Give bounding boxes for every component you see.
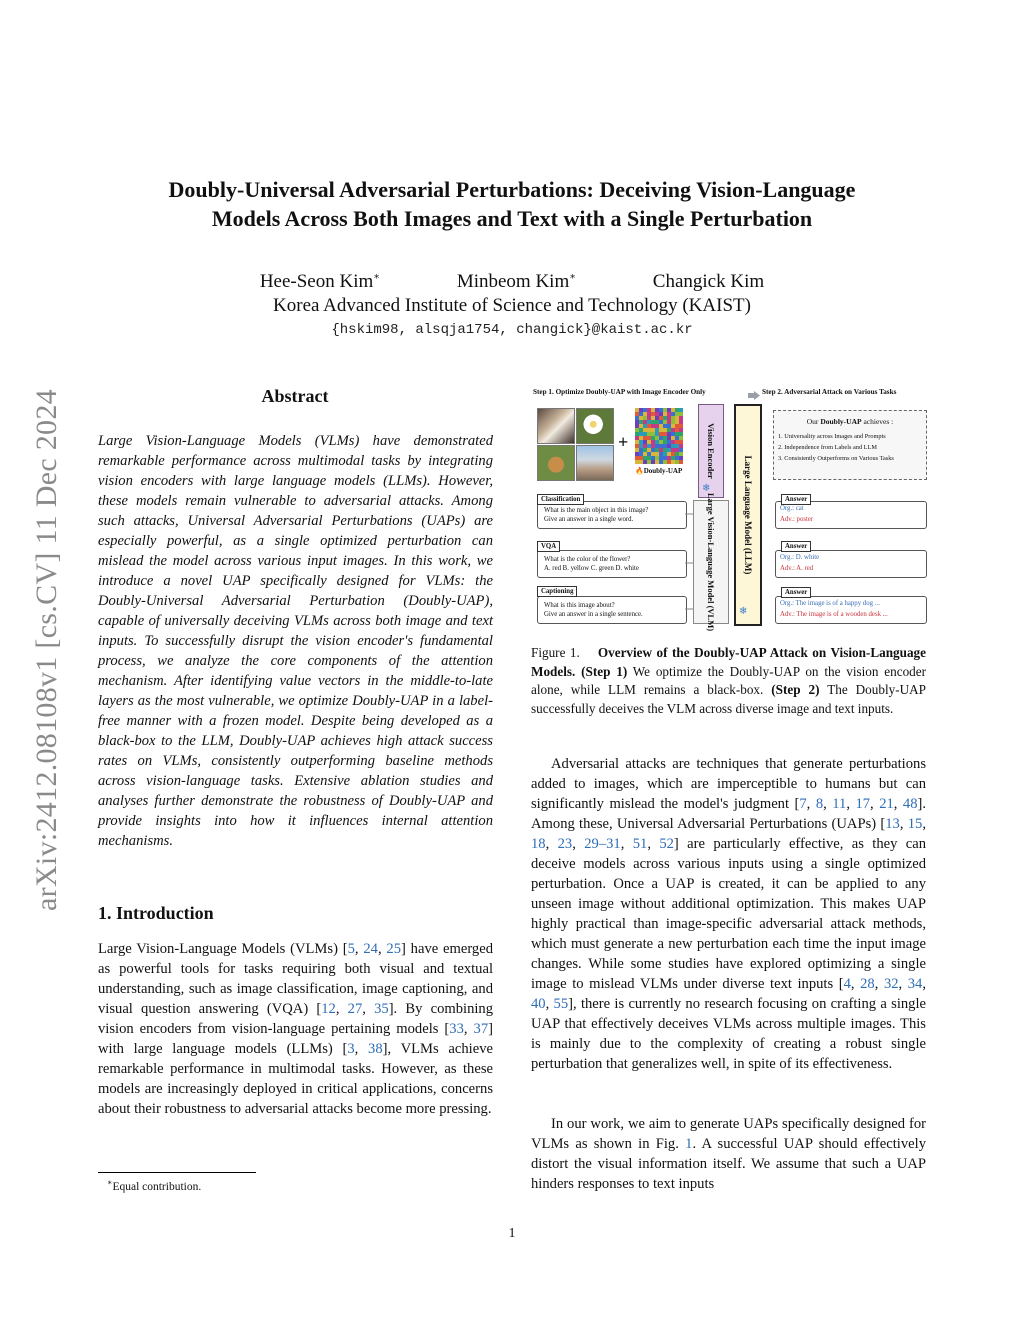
achievements-title: Our Doubly-UAP achieves :	[806, 417, 894, 426]
task-tag: Classification	[537, 494, 584, 505]
citation-link[interactable]: 3	[347, 1041, 355, 1057]
task-tag: VQA	[537, 541, 560, 552]
citation-link[interactable]: 7	[799, 796, 807, 812]
right-paragraph-2: In our work, we aim to generate UAPs specifically designed for VLMs as shown in Fig. 1. A successful UAP should effectively distort the visual information itself. We assume that such a UAP hinders responses to text inputs	[531, 1116, 926, 1192]
question-text: A. red B. yellow C. green D. white	[544, 565, 639, 572]
arrow-icon	[748, 387, 760, 396]
fire-icon: 🔥	[635, 467, 644, 475]
snowflake-icon: ❄	[702, 483, 711, 494]
question-text: What is this image about?	[544, 602, 615, 609]
achievement-3: 3. Consistently Outperforms on Various Tasks	[778, 455, 894, 462]
citation-link[interactable]: 27	[347, 1001, 363, 1017]
step1-label: Step 1. Optimize Doubly-UAP with Image Encoder Only	[533, 388, 706, 396]
figure-link[interactable]: 1	[685, 1136, 693, 1152]
citation-link[interactable]: 55	[553, 996, 569, 1012]
citation-link[interactable]: 35	[374, 1001, 389, 1017]
paper-title	[100, 175, 924, 233]
question-text: What is the color of the flower?	[544, 556, 631, 563]
citation-link[interactable]: 5	[347, 941, 355, 957]
citation-link[interactable]: 18	[531, 836, 546, 852]
citation-link[interactable]: 28	[860, 976, 875, 992]
footnote-rule	[98, 1172, 256, 1173]
citation-link[interactable]: 23	[557, 836, 573, 852]
page-number: 1	[508, 1226, 516, 1241]
author-1: Hee-Seon Kim∗	[259, 271, 381, 292]
answer-vqa	[775, 550, 927, 578]
achievement-1: 1. Universality across Images and Prompts	[778, 433, 886, 440]
citation-link[interactable]: 34	[907, 976, 923, 992]
citation-link[interactable]: 38	[368, 1041, 383, 1057]
original-answer: Org.: cat	[780, 505, 804, 512]
uap-label: 🔥Doubly-UAP	[635, 467, 683, 475]
abstract-body: Large Vision-Language Models (VLMs) have demonstrated remarkable performance across multimodal tasks by integrating vision encoders with large language models (LLMs). However, these models remain vulnerable to adversarial attacks. Among such attacks, Universal Adversarial Perturbations (UAPs) are especially powerful, as a single optimized perturbation can mislead the model across various input images. In this work, we introduce a novel UAP specifically designed for VLMs: the Doubly-Universal Adversarial Perturbation (Doubly-UAP), capable of universally deceiving VLMs across both image and text inputs. To successfully disrupt the vision encoder's fundamental process, we analyze the core components of the attention mechanism. After identifying value vectors in the middle-to-late layers as the most vulnerable, we optimize Doubly-UAP in a label-free manner with a frozen model. Despite being developed as a black-box to the LLM, Doubly-UAP achieves high attack success rates on VLMs, consistently outperforming baseline methods across vision-language tasks. Extensive ablation studies and analyses further demonstrate the robustness of Doubly-UAP and provide insights into how it influences internal attention mechanisms.	[98, 433, 493, 849]
task-tag: Captioning	[537, 586, 577, 597]
citation-link[interactable]: 37	[473, 1021, 489, 1037]
adversarial-answer: Adv.: The image is of a wooden desk ...	[780, 611, 888, 618]
citation-link[interactable]: 24	[363, 941, 378, 957]
arxiv-stamp-text: arXiv:2412.08108v1 [cs.CV] 11 Dec 2024	[30, 389, 63, 911]
answer-tag: Answer	[781, 541, 811, 552]
citation-link[interactable]: 12	[321, 1001, 336, 1017]
answer-tag: Answer	[781, 587, 811, 598]
step2-label: Step 2. Adversarial Attack on Various Tasks	[762, 388, 897, 396]
achievements-box	[773, 410, 927, 480]
citation-link[interactable]: 15	[907, 816, 923, 832]
llm-label: Large Language Model (LLM)	[743, 455, 753, 575]
church-image	[576, 445, 614, 481]
citation-link[interactable]: 32	[883, 976, 899, 992]
figure-caption: Figure 1. Overview of the Doubly-UAP Attack on Vision-Language Models. (Step 1) We optimize the Doubly-UAP on the vision encoder alone, while LLM remains a black-box. (Step 2) The Doubly-UAP successfully deceives the VLM across diverse image and text inputs.	[531, 645, 927, 716]
author-3: Changick Kim	[652, 271, 765, 292]
vlm-box	[693, 492, 729, 632]
citation-link[interactable]: 21	[879, 796, 894, 812]
dog-image	[537, 445, 575, 481]
author-list	[100, 271, 924, 293]
author-emails: {hskim98, alsqja1754, changick}@kaist.ac.kr	[331, 322, 693, 338]
adversarial-answer: Adv.: poster	[780, 516, 814, 523]
title-line-2: Models Across Both Images and Text with a Single Perturbation	[211, 206, 813, 231]
llm-box	[734, 404, 762, 626]
abstract-heading: Abstract	[261, 386, 329, 406]
right-paragraph-1: Adversarial attacks are techniques that generate perturbations added to images, which are imperceptible to humans but can significantly mislead the model's judgment [7, 8, 11, 17, 21, 48]. Among these, Universal Adversarial Perturbations (UAPs) [13, 15, 18, 23, 29–31, 51, 52] are particularly effective, as they can deceive models across various inputs using a single optimized perturbation. Once a UAP is created, it can be applied to any unseen image without additional optimization. This makes UAP highly practical than image-specific adversarial attack methods, which must generate a new perturbation each time the input image changes. While some studies have explored optimizing a single image to mislead VLMs under diverse text inputs [4, 28, 32, 34, 40, 55], there is currently no research focusing on crafting a single UAP that effectively deceives VLMs across multiple images. This is mainly due to the complexity of creating a robust single perturbation that generalizes well, in spite of its effectiveness.	[531, 756, 927, 1072]
citation-link[interactable]: 13	[885, 816, 900, 832]
citation-link[interactable]: 11	[832, 796, 847, 812]
author-2: Minbeom Kim∗	[456, 271, 577, 292]
question-text: What is the main object in this image?	[544, 507, 649, 514]
flower-image	[576, 408, 614, 444]
citation-link[interactable]: 33	[449, 1021, 464, 1037]
affiliation: Korea Advanced Institute of Science and Technology (KAIST)	[273, 295, 751, 316]
uap-noise-image	[635, 408, 683, 464]
citation-link[interactable]: 52	[659, 836, 674, 852]
input-arrows	[685, 384, 695, 630]
original-answer: Org.: D. white	[780, 554, 820, 561]
intro-heading: 1. Introduction	[98, 903, 214, 923]
citation-link[interactable]: 51	[632, 836, 648, 852]
task-vqa	[537, 550, 687, 578]
footnote: ∗Equal contribution.	[107, 1178, 202, 1193]
citation-link[interactable]: 48	[902, 796, 918, 812]
citation-link[interactable]: 8	[815, 796, 824, 812]
adversarial-answer: Adv.: A. red	[780, 565, 814, 572]
title-line-1: Doubly-Universal Adversarial Perturbations: Deceiving Vision-Language	[168, 177, 856, 202]
task-classification	[537, 501, 687, 529]
cat-image	[537, 408, 575, 444]
arxiv-stamp	[22, 360, 72, 940]
citation-link[interactable]: 29–31	[584, 836, 621, 852]
citation-link[interactable]: 40	[531, 996, 546, 1012]
plus-icon: +	[618, 432, 629, 452]
question-text: Give an answer in a single sentence.	[544, 611, 643, 618]
figure-1	[531, 384, 927, 630]
vision-encoder-label: Vision Encoder	[706, 423, 716, 479]
citation-link[interactable]: 25	[386, 941, 402, 957]
intro-paragraph: Large Vision-Language Models (VLMs) [5, 24, 25] have emerged as powerful tools for tasks requiring both visual and textual understanding, such as image classification, image captioning, and visual question answering (VQA) [12, 27, 35]. By combining vision encoders from vision-language pertaining models [33, 37] with large language models (LLMs) [3, 38], VLMs achieve remarkable performance in multimodal tasks. However, as these models are increasingly deployed in critical applications, concerns about their robustness to adversarial attacks become more pressing.	[98, 941, 494, 1117]
question-text: Give an answer in a single word.	[544, 516, 634, 523]
original-answer: Org.: The image is of a happy dog ...	[780, 600, 880, 607]
task-captioning	[537, 596, 687, 624]
achievement-2: 2. Independence from Labels and LLM	[778, 444, 877, 451]
citation-link[interactable]: 4	[843, 976, 851, 992]
citation-link[interactable]: 17	[855, 796, 871, 812]
vlm-label: Large Vision-Language Model (VLM)	[706, 492, 716, 632]
answer-captioning	[775, 596, 927, 624]
snowflake-icon: ❄	[739, 606, 748, 617]
answer-tag: Answer	[781, 494, 811, 505]
answer-classification	[775, 501, 927, 529]
